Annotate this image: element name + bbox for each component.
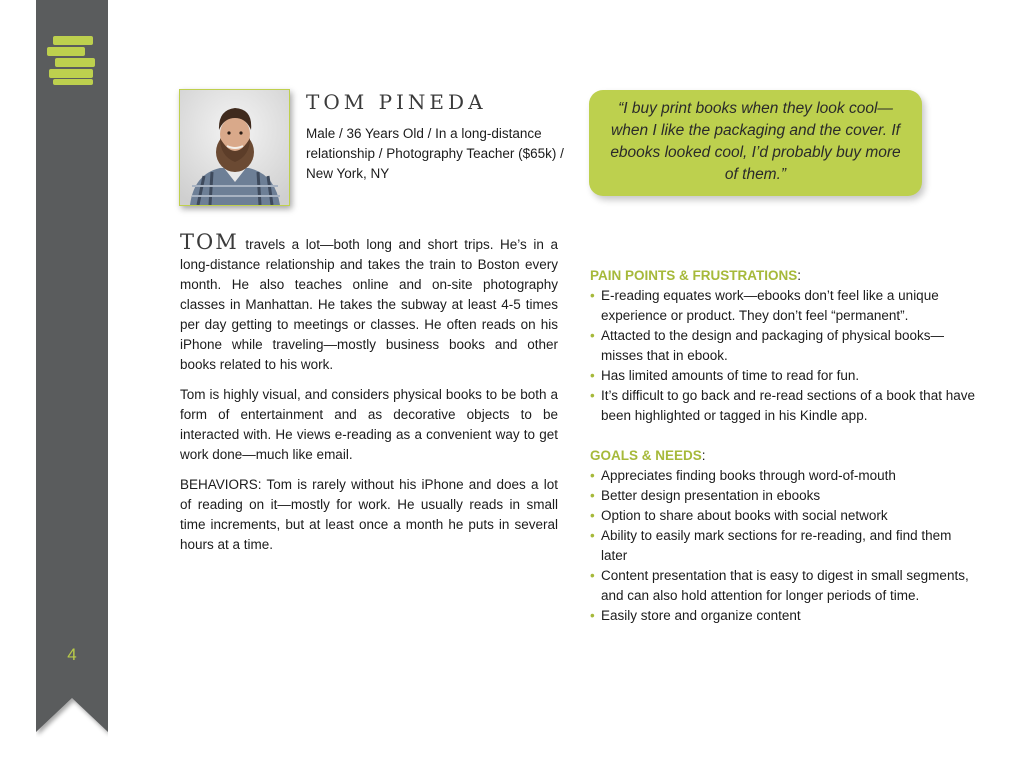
persona-demographics: Male / 36 Years Old / In a long-distance relationship / Photography Teacher ($65k) / New York, NY — [306, 126, 564, 181]
behaviors-paragraph: BEHAVIORS: Tom is rarely without his iPhone and does a lot of reading on it—mostly for work. He usually reads in small time increments, but at least once a month he puts in several hours at a time. — [180, 477, 558, 552]
list-item: • Better design presentation in ebooks — [590, 486, 980, 506]
bio-dropcap: TOM — [180, 230, 239, 254]
pain-points-heading-text: PAIN POINTS & FRUSTRATIONS — [590, 268, 798, 283]
goals-heading-text: GOALS & NEEDS — [590, 448, 702, 463]
persona-name: TOM PINEDA — [306, 90, 487, 114]
goals-heading — [590, 446, 980, 466]
list-item: • Attacted to the design and packaging of physical books—misses that in ebook. — [590, 326, 980, 366]
list-item: • Ability to easily mark sections for re-reading, and find them later — [590, 526, 980, 566]
sidebar-ribbon — [36, 0, 108, 738]
list-item: • It’s difficult to go back and re-read sections of a book that have been highlighted or tagged in his Kindle app. — [590, 386, 980, 426]
persona-photo — [179, 89, 290, 206]
persona-bio — [180, 232, 558, 565]
bio-paragraph-text: travels a lot—both long and short trips. He’s in a long-distance relationship and takes the train to Boston every month. He also teaches online and on-site photography classes in Manhattan. He takes the subway at least 4-5 times per day getting to meetings or classes. He often reads on his iPhone while traveling—mostly business books and other books related to his work. — [180, 237, 558, 372]
list-item: • Option to share about books with social network — [590, 506, 980, 526]
pain-points-heading — [590, 266, 980, 286]
goals-heading-colon: : — [701, 448, 706, 463]
page-number: 4 — [67, 645, 77, 664]
pain-points-heading-colon: : — [797, 268, 802, 283]
list-item: • Has limited amounts of time to read for fun. — [590, 366, 980, 386]
goals-list — [590, 466, 980, 626]
list-item: • Appreciates finding books through word-of-mouth — [590, 466, 980, 486]
list-item: • E-reading equates work—ebooks don’t feel like a unique experience or product. They don’t feel “permanent”. — [590, 286, 980, 326]
pain-points-list — [590, 286, 980, 426]
book-stack-icon — [45, 34, 97, 86]
list-item: • Easily store and organize content — [590, 606, 980, 626]
bio-paragraph — [180, 232, 558, 375]
persona-quote: “I buy print books when they look cool—when I like the packaging and the cover. If ebooks looked cool, I’d probably buy more of them.” — [589, 90, 922, 196]
bio-paragraph: Tom is highly visual, and considers physical books to be both a form of entertainment and as decorative objects to be interacted with. He views e-reading as a convenient way to get work done—much like email. — [180, 387, 558, 462]
list-item: • Content presentation that is easy to digest in small segments, and can also hold attention for longer periods of time. — [590, 566, 980, 606]
persona-details — [590, 266, 980, 646]
